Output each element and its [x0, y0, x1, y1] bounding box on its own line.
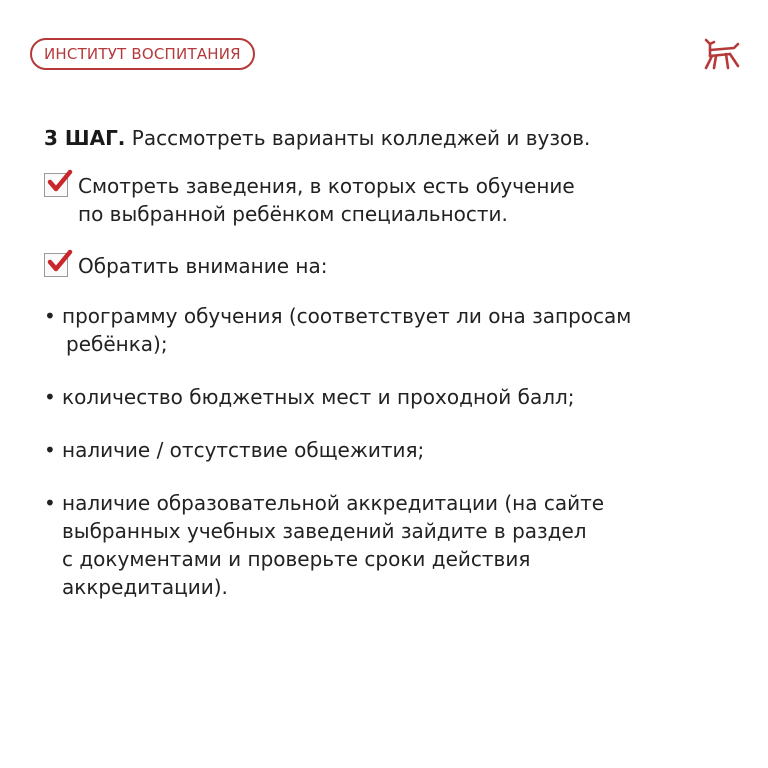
checklist-line: Обратить внимание на: — [78, 254, 328, 278]
checklist-line: Смотреть заведения, в которых есть обучение — [78, 174, 575, 198]
step-title: 3 ШАГ. — [44, 126, 126, 150]
checklist-line: по выбранной ребёнком специальности. — [78, 202, 508, 226]
list-item — [44, 302, 734, 358]
list-item-line: программу обучения (соответствует ли она запросам — [62, 304, 632, 328]
checklist-text — [78, 252, 734, 280]
badge-label: ИНСТИТУТ ВОСПИТАНИЯ — [44, 45, 241, 63]
horse-chair-logo-icon — [700, 36, 744, 72]
checkbox-checked-icon — [44, 173, 68, 197]
list-item-line: наличие образовательной аккредитации (на сайте — [62, 491, 605, 515]
list-item-line: аккредитации). — [62, 575, 228, 599]
list-item-line: количество бюджетных мест и проходной балл; — [62, 385, 575, 409]
checklist-text — [78, 172, 734, 228]
list-item-line: наличие / отсутствие общежития; — [62, 438, 425, 462]
list-item-line: ребёнка); — [66, 332, 168, 356]
list-item — [44, 436, 734, 464]
checklist-item — [44, 172, 734, 228]
step-text: Рассмотреть варианты колледжей и вузов. — [131, 126, 591, 150]
institute-badge — [30, 38, 255, 70]
content-area — [44, 124, 734, 626]
list-item — [44, 489, 734, 601]
step-heading — [44, 124, 734, 152]
bullet-list — [44, 302, 734, 601]
list-item-line: выбранных учебных заведений зайдите в раздел — [62, 519, 587, 543]
list-item — [44, 383, 734, 411]
checklist-item — [44, 252, 734, 280]
list-item-line: с документами и проверьте сроки действия — [62, 547, 531, 571]
checkbox-checked-icon — [44, 253, 68, 277]
